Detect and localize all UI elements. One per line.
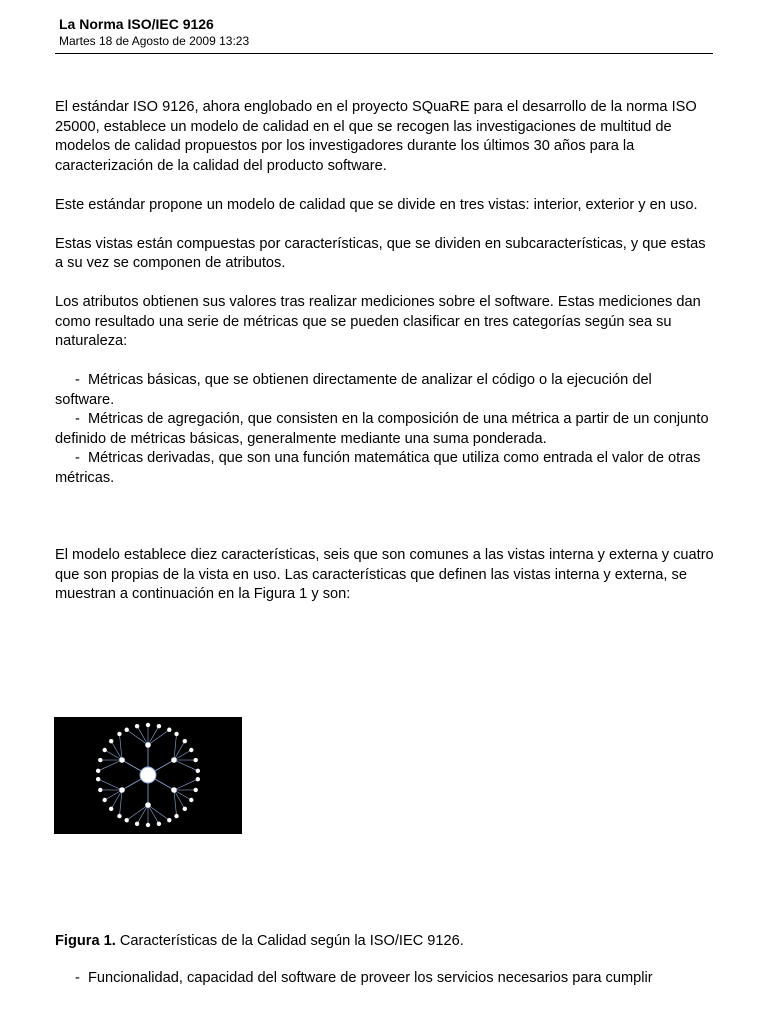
bullet-marker: - (75, 450, 80, 466)
document-title: La Norma ISO/IEC 9126 (59, 16, 214, 32)
diagram-leaf-node (189, 798, 193, 802)
list-item (55, 410, 715, 449)
diagram-leaf-line (127, 805, 148, 820)
diagram-branch-node (145, 742, 151, 748)
diagram-leaf-node (96, 769, 100, 773)
diagram-leaf-node (174, 732, 178, 736)
diagram-leaf-node (125, 818, 129, 822)
caption-text: Características de la Calidad según la ISO/IEC 9126. (115, 933, 464, 949)
diagram-leaf-node (183, 739, 187, 743)
diagram-leaf-node (102, 748, 106, 752)
diagram-leaf-node (157, 822, 161, 826)
diagram-leaf-node (194, 788, 198, 792)
list-item-text: Funcionalidad, capacidad del software de proveer los servicios necesarios para cumplir (87, 970, 653, 986)
diagram-branch-node (145, 802, 151, 808)
diagram-leaf-node (174, 814, 178, 818)
list-item-text: Métricas básicas, que se obtienen directamente de analizar el código o la ejecución del software. (55, 372, 652, 408)
diagram-leaf-node (109, 739, 113, 743)
document-header (59, 16, 713, 49)
caption-label: Figura 1. (55, 933, 116, 949)
document-body (55, 98, 715, 624)
diagram-leaf-line (148, 730, 169, 745)
diagram-leaf-node (157, 724, 161, 728)
diagram-leaf-node (117, 814, 121, 818)
quality-tree-diagram (54, 717, 242, 834)
quality-characteristics-figure (54, 717, 242, 834)
list-item (55, 371, 715, 410)
diagram-leaf-node (117, 732, 121, 736)
diagram-leaf-line (137, 805, 148, 824)
diagram-leaf-node (135, 822, 139, 826)
paragraph: El estándar ISO 9126, ahora englobado en el proyecto SQuaRE para el desarrollo de la norma ISO 25000, establece un modelo de calidad en el que se recogen las investigaciones de multitud de modelos de calidad propuestos por los investigadores durante los últimos 30 años para la caracterización de la calidad del producto software. (55, 99, 697, 174)
diagram-branch-node (171, 787, 177, 793)
diagram-leaf-node (98, 788, 102, 792)
diagram-leaf-line (137, 726, 148, 745)
diagram-leaf-node (146, 823, 150, 827)
diagram-leaf-node (125, 728, 129, 732)
metrics-list (55, 371, 715, 488)
paragraph: Los atributos obtienen sus valores tras realizar mediciones sobre el software. Estas mediciones dan como resultado una serie de métricas que se pueden clasificar en tres categorías según sea su naturaleza: (55, 294, 701, 349)
diagram-center-node (140, 767, 156, 783)
diagram-leaf-line (148, 805, 159, 824)
diagram-leaf-line (148, 726, 159, 745)
bullet-marker: - (75, 372, 80, 388)
paragraph: Este estándar propone un modelo de calidad que se divide en tres vistas: interior, exterior y en uso. (55, 196, 698, 213)
diagram-branch-node (119, 787, 125, 793)
diagram-leaf-node (183, 807, 187, 811)
diagram-leaf-node (196, 777, 200, 781)
diagram-branch-node (171, 757, 177, 763)
bullet-marker: - (75, 411, 80, 427)
diagram-leaf-node (135, 724, 139, 728)
diagram-leaf-node (189, 748, 193, 752)
diagram-leaf-node (146, 723, 150, 727)
list-item-text: Métricas derivadas, que son una función matemática que utiliza como entrada el valor de otras métricas. (55, 450, 701, 486)
diagram-leaf-node (96, 777, 100, 781)
list-item (55, 449, 715, 488)
diagram-leaf-line (148, 805, 169, 820)
figure-caption (55, 932, 715, 952)
diagram-branch-node (119, 757, 125, 763)
diagram-leaf-node (109, 807, 113, 811)
header-divider (55, 53, 713, 54)
paragraph: El modelo establece diez características, seis que son comunes a las vistas interna y externa y cuatro que son propias de la vista en uso. Las características que definen las vistas interna y externa, se muestran a continuación en la Figura 1 y son: (55, 547, 714, 602)
diagram-leaf-node (194, 758, 198, 762)
diagram-leaf-line (127, 730, 148, 745)
diagram-leaf-node (98, 758, 102, 762)
diagram-leaf-node (167, 818, 171, 822)
bullet-marker: - (75, 970, 80, 986)
diagram-leaf-node (167, 728, 171, 732)
diagram-leaf-node (102, 798, 106, 802)
paragraph: Estas vistas están compuestas por características, que se dividen en subcaracterísticas, y que estas a su vez se componen de atributos. (55, 235, 706, 271)
list-item-text: Métricas de agregación, que consisten en la composición de una métrica a partir de un conjunto definido de métricas básicas, generalmente mediante una suma ponderada. (55, 411, 709, 447)
diagram-leaf-node (196, 769, 200, 773)
list-item (55, 969, 715, 989)
document-date: Martes 18 de Agosto de 2009 13:23 (59, 34, 250, 48)
